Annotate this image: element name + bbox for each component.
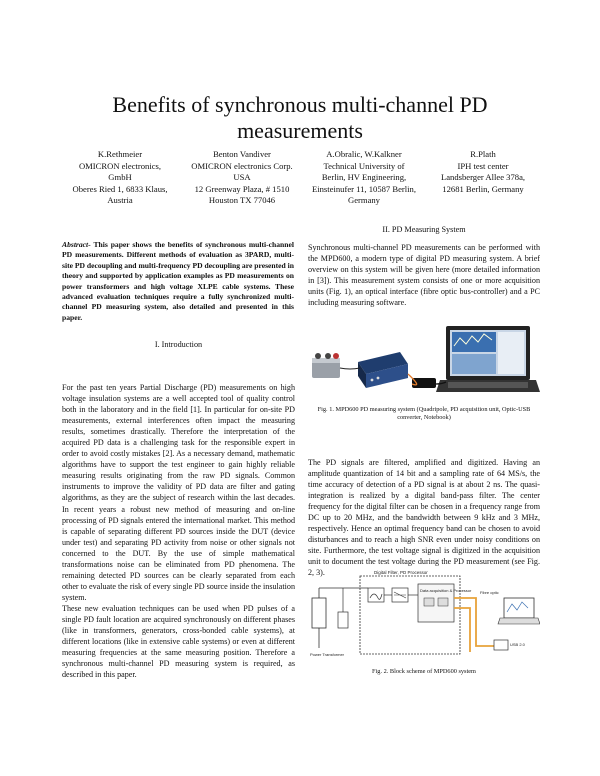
- author-affiliation: Berlin, HV Engineering,: [321, 172, 407, 182]
- paragraph: These new evaluation techniques can be used when PD pulses of a single PD fault location are acquired synchronously on different phases (like in transformers, generators, cross-bonded cable systems), at different locations (like in extensive cable systems) or even at different measuring frequencies at the same measuring position. Therefore a synchronous multi-channel PD measuring system is required, as described in this paper.: [62, 603, 295, 680]
- section-heading-system: II. PD Measuring System: [382, 225, 466, 234]
- author-affiliation: GmbH: [108, 172, 132, 182]
- author-block: [62, 149, 178, 207]
- author-name: A.Obralic, W.Kalkner: [326, 149, 402, 159]
- author-affiliation: OMICRON electronics Corp.: [191, 160, 293, 171]
- abstract: [62, 240, 294, 323]
- author-affiliation: Einsteinufer 11, 10587 Berlin,: [312, 183, 416, 194]
- block-label-middle: Data acquisition & Processor: [420, 588, 472, 593]
- figure-1-caption: Fig. 1. MPD600 PD measuring system (Quadripole, PD acquisition unit, Optic-USB converter, Notebook): [317, 406, 531, 422]
- block-label-fibre: Fibre optic: [480, 590, 499, 595]
- block-label-transformer: Power Transformer: [310, 652, 345, 657]
- signal-body: [308, 457, 540, 579]
- author-affiliation: Oberes Ried 1, 6833 Klaus,: [72, 183, 168, 194]
- figure-block-scheme: [308, 568, 540, 664]
- author-affiliation: IPH test center: [457, 160, 509, 171]
- paragraph: For the past ten years Partial Discharge (PD) measurements on high voltage insulation systems are a well accepted tool of quality control both in the laboratory and in the field [1]. In particular for on-site PD measurements, external interferences often impact the measuring results, sometimes drastically. Therefore the interpretation of the acquired PD data is a challenging task for the responsible expert in order to avoid costly mistakes [2]. As a necessary demand, mathematic algorithms have to support the test engineer to gain highly reliable measuring results originating from the raw PD signals. Common instruments to improve the validity of PD data are filter and gating algorithms, as they are the subject of research within the last decades. In recent years a robust new method of measuring and on-line processing of PD signals entered the international market. This method is capable of separating different PD sources inside the DUT (device under test) and separating PD activity from noise or other signals not concerned to the DUT. By the use of simple mathematical transformations noise can be eliminated from PD phenomena. The remaining detected PD sources can be clearly separated from each other to evaluate the risk of every single PD source inside the insulation system.: [62, 383, 295, 602]
- author-affiliation: Technical University of: [323, 160, 405, 171]
- author-affiliation: Landsberger Allee 378a,: [440, 172, 526, 182]
- author-affiliation: OMICRON electronics,: [78, 160, 162, 171]
- author-block: [182, 149, 302, 207]
- paragraph: Synchronous multi-channel PD measurements can be performed with the MPD600, a modern type of digital PD measuring system. A brief overview on this system will be given here (more detailed information in [3]). This measurement system consists of one or more acquisition units (Fig. 1), an optical interface (fibre optic bus-controller) and a PC including measuring software.: [308, 243, 540, 308]
- section-heading-introduction: I. Introduction: [154, 340, 203, 349]
- author-affiliation: Houston TX 77046: [208, 195, 276, 205]
- block-label-top: Digital Filter, PD Processor: [374, 570, 428, 575]
- block-label-usb: USB 2.0: [510, 642, 525, 647]
- system-body: [308, 242, 540, 308]
- paper-title: Benefits of synchronous multi-channel PD measurements: [112, 92, 488, 143]
- author-affiliation: 12 Greenway Plaza, # 1510: [194, 183, 290, 194]
- author-block: [426, 149, 540, 195]
- author-affiliation: USA: [233, 172, 251, 182]
- quadripole-icon: [312, 353, 340, 378]
- author-affiliation: Austria: [107, 195, 133, 205]
- author-affiliation: 12681 Berlin, Germany: [442, 183, 524, 194]
- notebook-icon: [436, 326, 540, 392]
- acquisition-unit-icon: [358, 352, 408, 388]
- figure-mpd600-photo: [308, 318, 540, 400]
- author-name: Benton Vandiver: [213, 149, 271, 159]
- author-name: K.Rethmeier: [97, 149, 143, 159]
- author-affiliation: Germany: [348, 195, 380, 205]
- abstract-text: - This paper shows the benefits of synchronous multi-channel PD measurements. Different methods of evaluation as 3PARD, multi-site PD decoupling and multi-frequency PD decoupling are presented in theory and supported by application examples as PD measurements on power transformers and high voltage XLPE cable systems. These advanced evaluation techniques require a fully synchronized multi-channel PD measuring system, also detailed and presented in this paper.: [62, 240, 294, 322]
- laptop-icon: [498, 598, 540, 624]
- introduction-body: [62, 382, 295, 680]
- figure-2-caption: Fig. 2. Block scheme of MPD600 system: [372, 668, 476, 675]
- author-name: R.Plath: [470, 149, 496, 159]
- paragraph: The PD signals are filtered, amplified and digitized. Having an amplitude quantization of 14 bit and a sampling rate of 64 MS/s, the time accuracy of detection of a PD signal is at about 2 ns. The quasi-integration is realized by a digital band-pass filter. The center frequency for the digital filter can be chosen in a frequency range from DC up to 20 MHz, and the bandwidth between 9 kHz and 3 MHz, respectively. Hence an optimal frequency band can be chosen to avoid disturbances and to reach a high SNR even under noisy conditions on site. Furthermore, the test voltage signal is digitized in the acquisition unit to document the test voltage during the PD measurement (see Fig. 2, 3).: [308, 458, 540, 578]
- author-block: [304, 149, 424, 207]
- abstract-label: Abstract: [62, 240, 89, 249]
